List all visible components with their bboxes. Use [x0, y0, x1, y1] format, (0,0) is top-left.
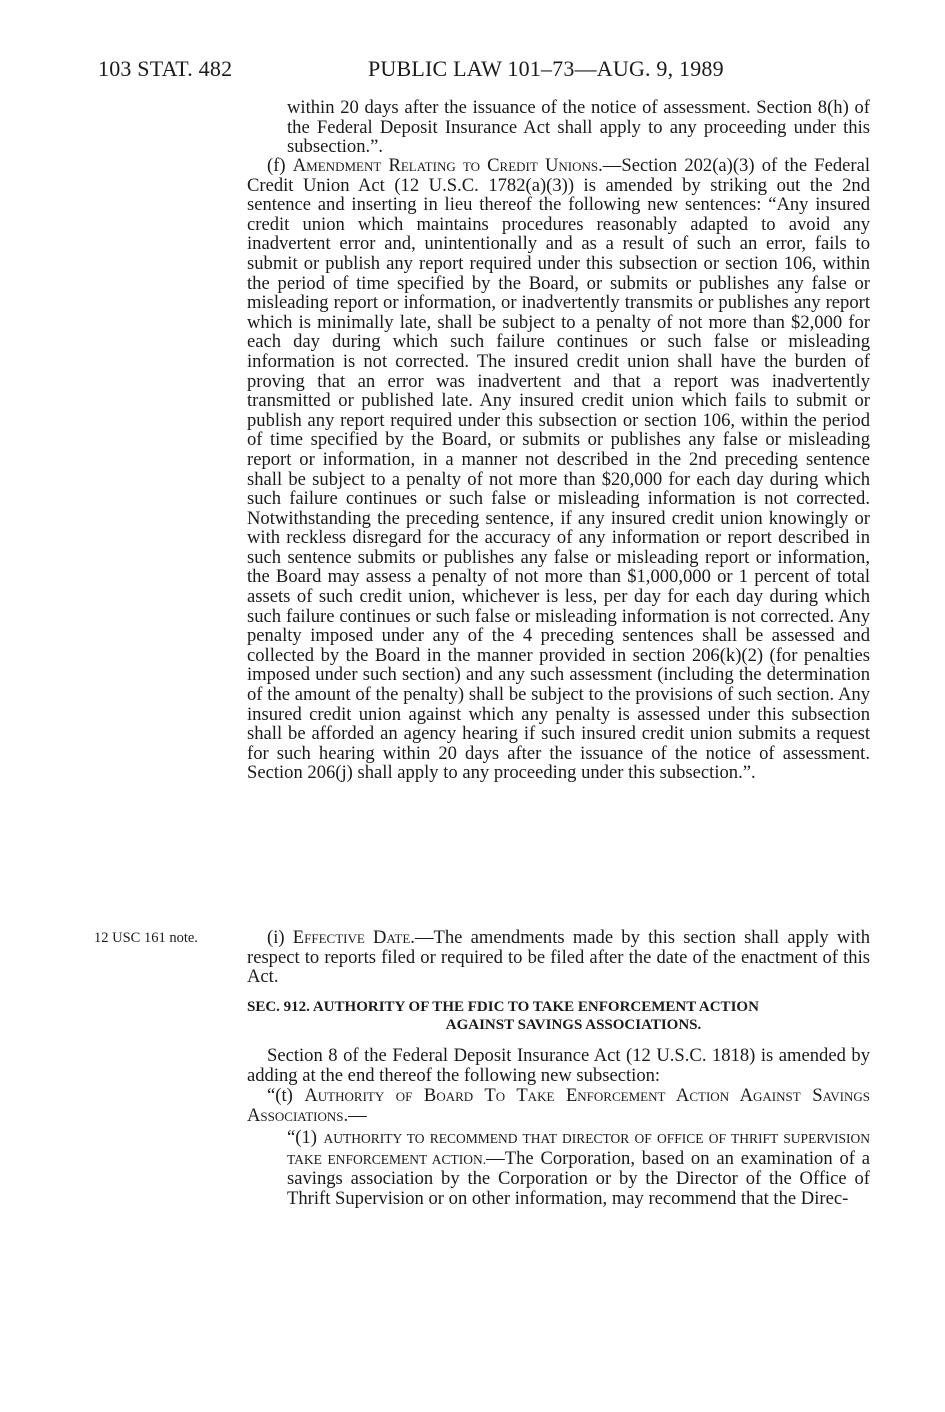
paragraph-f [247, 156, 870, 783]
paragraph-continued [247, 98, 870, 157]
paragraph-section-8-text: Section 8 of the Federal Deposit Insurance Act (12 U.S.C. 1818) is amended by adding at the end thereof the following new subsection: [247, 1045, 870, 1086]
paragraph-section-8 [247, 1046, 870, 1085]
paragraph-top: within 20 days after the issuance of the notice of assessment. Section 8(h) of the Federal Deposit Insurance Act shall apply to any proceeding under this subsection.”. [287, 97, 870, 158]
paragraph-i-text: —The amendments made by this section shall apply with respect to reports filed or required to be filed after the date of the enactment of this Act. [247, 927, 870, 988]
paragraph-1-label: “(1) [287, 1127, 324, 1148]
paragraph-f-label: (f) [267, 155, 293, 176]
paragraph-t-label: “(t) [267, 1085, 305, 1106]
paragraph-i-heading: Effective Date. [292, 927, 415, 948]
stat-page-number: 103 STAT. 482 [98, 56, 233, 81]
section-912-heading [247, 998, 870, 1034]
margin-note: 12 USC 161 note. [94, 930, 198, 946]
section-912-heading-line1: SEC. 912. AUTHORITY OF THE FDIC TO TAKE ENFORCEMENT ACTION [247, 999, 759, 1015]
paragraph-1 [247, 1128, 870, 1208]
paragraph-t-text: — [348, 1104, 367, 1126]
paragraph-f-heading: Amendment Relating to Credit Unions. [292, 155, 603, 176]
paragraph-i [247, 928, 870, 987]
paragraph-i-label: (i) [267, 927, 293, 948]
paragraph-1-heading: AUTHORITY TO RECOMMEND THAT DIRECTOR OF OFFICE OF THRIFT SUPERVISION TAKE ENFORCEMENT ACTION. [287, 1131, 870, 1167]
paragraph-t [247, 1086, 870, 1125]
section-912-heading-line2: AGAINST SAVINGS ASSOCIATIONS. [445, 1017, 702, 1033]
paragraph-1-text: —The Corporation, based on an examination of a savings association by the Corporation or by the Director of the Office of Thrift Supervision or on other information, may recommend that the Direc- [287, 1147, 871, 1209]
paragraph-t-heading: Authority of Board To Take Enforcement Action Against Savings Associations. [247, 1085, 871, 1126]
page-header [98, 56, 878, 86]
law-citation: PUBLIC LAW 101–73—AUG. 9, 1989 [368, 56, 724, 81]
paragraph-f-text: —Section 202(a)(3) of the Federal Credit Union Act (12 U.S.C. 1782(a)(3)) is amended by striking out the 2nd sentence and inserting in lieu thereof the following new sentences: “Any insured credit union which maintains procedures reasonably adapted to avoid any inadvertent error and, unintentionally and as a result of such an error, fails to submit or publish any report required under this subsection or section 106, within the period of time specified by the Board, or submits or publishes any false or misleading report or information, or inadvertently transmits or publishes any report which is minimally late, shall be subject to a penalty of not more than $2,000 for each day during which such failure continues or such false or misleading information is not corrected. The insured credit union shall have the burden of proving that an error was inadvertent and that a report was inadvertently transmitted or published late. Any insured credit union which fails to submit or publish any report required under this subsection or section 106, within the period of time specified by the Board, or submits or publishes any false or misleading report or information, in a manner not described in the 2nd preceding sentence shall be subject to a penalty of not more than $20,000 for each day during which such failure continues or such false or misleading information is not corrected. Notwithstanding the preceding sentence, if any insured credit union knowingly or with reckless disregard for the accuracy of any information or report described in such sentence submits or publishes any false or misleading report or information, the Board may assess a penalty of not more than $1,000,000 or 1 percent of total assets of such credit union, whichever is less, per day for each day during which such failure continues or such false or misleading information is not corrected. Any penalty imposed under any of the 4 preceding sentences shall be assessed and collected by the Board in the manner provided in section 206(k)(2) (for penalties imposed under such section) and any such assessment (including the determination of the amount of the penalty) shall be subject to the provisions of such section. Any insured credit union against which any penalty is assessed under this subsection shall be afforded an agency hearing if such insured credit union submits a request for such hearing within 20 days after the issuance of the notice of assessment. Section 206(j) shall apply to any proceeding under this subsection.”. [247, 155, 870, 784]
